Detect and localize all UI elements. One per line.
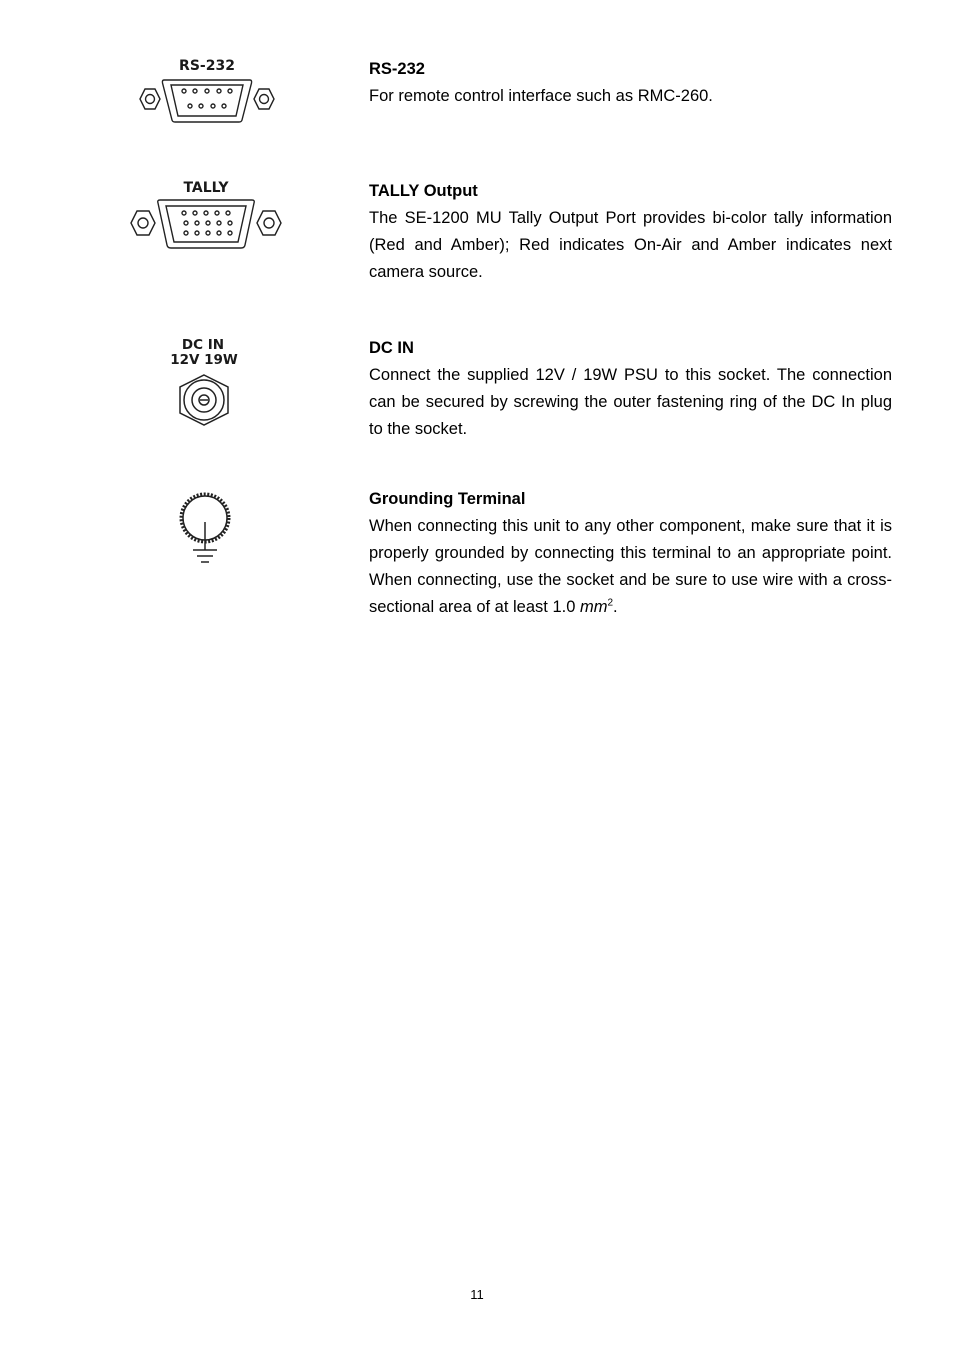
section-title: TALLY Output — [369, 182, 478, 200]
unit-mm: mm — [579, 598, 608, 616]
grounding-text-end: . — [613, 598, 618, 616]
dc-in-rating-label: 12V 19W — [170, 352, 238, 368]
dc-in-section — [369, 335, 892, 443]
section-title: Grounding Terminal — [369, 490, 526, 508]
grounding-text-main: When connecting this unit to any other component, make sure that it is properly grounded by connecting this terminal to an appropriate point. When connecting, use the socket and be sure to use wire with a cross-sectional area of at least 1.0 — [369, 517, 892, 616]
page-number: 11 — [470, 1287, 484, 1302]
rs232-icon-label: RS-232 — [179, 58, 235, 74]
dc-in-icon-label: DC IN — [181, 337, 225, 353]
section-description — [369, 513, 892, 621]
section-description: Connect the supplied 12V / 19W PSU to this socket. The connection can be secured by screwing the outer fastening ring of the DC In plug to the socket. — [369, 366, 892, 438]
section-description: The SE-1200 MU Tally Output Port provides bi-color tally information (Red and Amber); Red indicates On-Air and Amber indicates next camera source. — [369, 209, 892, 281]
rs232-section — [369, 56, 892, 110]
grounding-terminal-section — [369, 486, 892, 621]
grounding-terminal-icon — [176, 490, 236, 570]
section-title: DC IN — [369, 339, 414, 357]
dc-in-socket-icon — [164, 336, 246, 432]
unit-exponent: 2 — [607, 597, 614, 609]
section-title: RS-232 — [369, 60, 425, 78]
tally-icon-label: TALLY — [183, 180, 229, 196]
tally-output-section — [369, 178, 892, 286]
rs232-connector-icon — [136, 56, 278, 126]
tally-connector-icon — [128, 178, 284, 254]
section-description: For remote control interface such as RMC-260. — [369, 87, 713, 105]
